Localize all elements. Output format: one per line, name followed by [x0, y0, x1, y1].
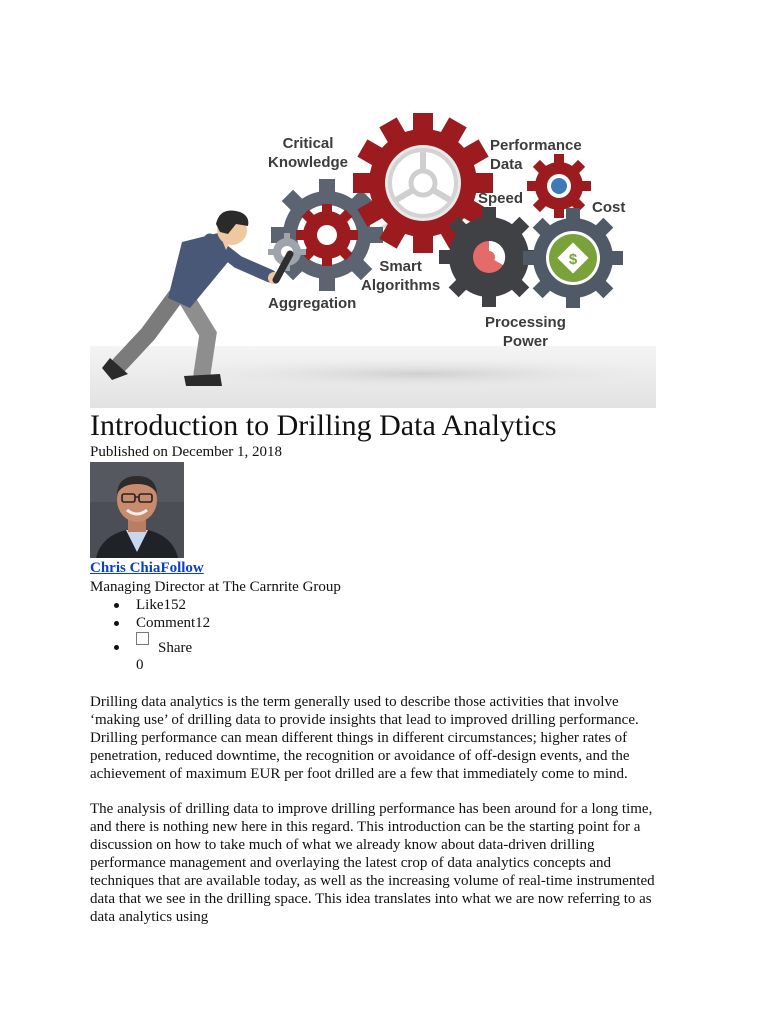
like-action[interactable]	[108, 596, 210, 614]
hero-illustration	[90, 112, 656, 408]
article-paragraph: Drilling data analytics is the term generally used to describe those activities that involve ‘making use’ of drilling data to provide insights that lead to improved drilling performance. Drilling performance can mean different things in different circumstances; higher rates of penetration, reduced downtime, the recognition or avoidance of off-design events, and the achievement of maximum EUR per foot drilled are a few that immediately come to mind.	[90, 694, 639, 782]
like-label[interactable]: Like152	[136, 597, 186, 613]
author-photo	[90, 462, 184, 558]
label-smart-algorithms: Smart Algorithms	[361, 258, 441, 294]
author-line	[90, 559, 204, 577]
published-date: Published on December 1, 2018	[90, 444, 283, 460]
share-action[interactable]	[108, 632, 210, 658]
label-speed: Speed	[478, 190, 524, 207]
cost-gear	[523, 208, 623, 308]
share-count: 0	[136, 657, 144, 673]
label-cost: Cost	[592, 199, 626, 216]
comment-label[interactable]: Comment12	[136, 615, 211, 631]
label-critical-knowledge: Critical Knowledge	[268, 135, 349, 171]
svg-text:$: $	[568, 251, 578, 268]
author-job-title: Managing Director at The Carnrite Group	[90, 579, 341, 595]
label-processing-power: Processing Power	[485, 314, 566, 350]
follow-link[interactable]: Follow	[160, 560, 204, 576]
article-paragraph: The analysis of drilling data to improve drilling performance has been around for a long time, and there is nothing new here in this regard. This introduction can be the starting point for a discussion on how to take much of what we already know about data-driven drilling performance management and overlaying the latest crop of data analytics concepts and techniques that are available today, as well as the increasing volume of real-time instrumented data that we see in the drilling space. This idea translates into what we are now referring to as data analytics using	[90, 801, 655, 925]
author-name-link[interactable]: Chris Chia	[90, 560, 161, 576]
article-title: Introduction to Drilling Data Analytics	[90, 409, 557, 442]
label-performance-data: Performance Data	[490, 137, 582, 173]
label-aggregation: Aggregation	[268, 295, 357, 312]
comment-action[interactable]	[108, 614, 210, 632]
share-checkbox[interactable]	[136, 632, 149, 645]
floor-shadow	[160, 358, 656, 390]
share-label[interactable]: Share	[158, 640, 193, 656]
author-avatar[interactable]	[90, 462, 184, 558]
social-actions	[108, 596, 210, 658]
